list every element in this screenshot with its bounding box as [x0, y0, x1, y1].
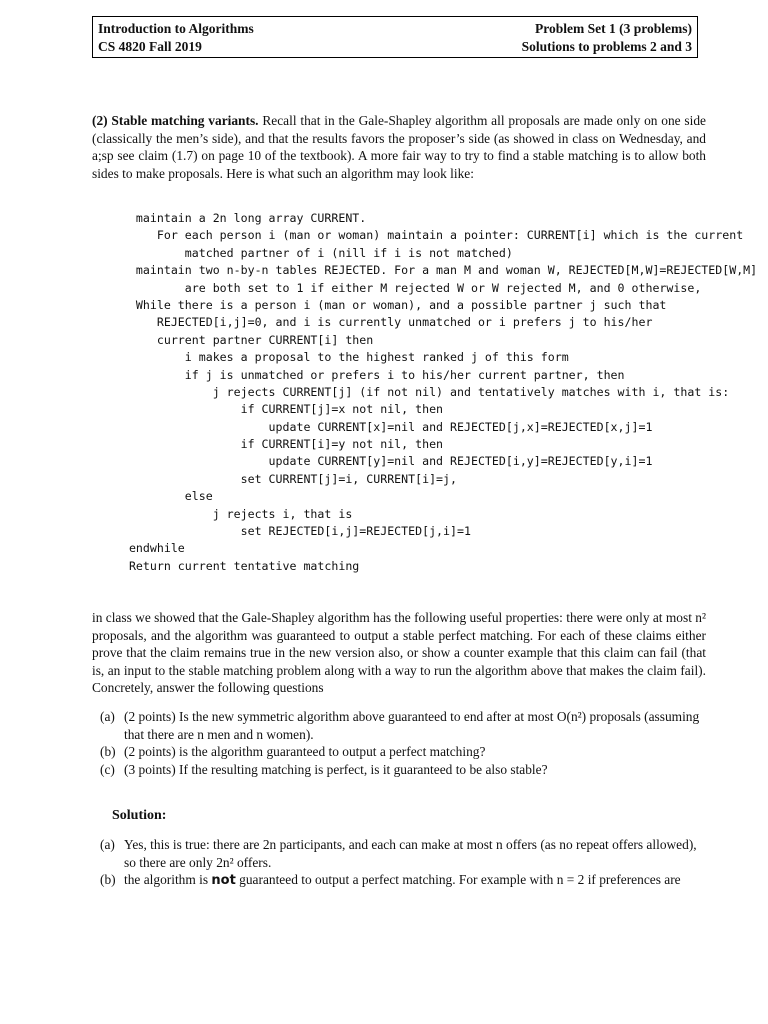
question-item [92, 743, 706, 761]
code-line: if CURRENT[i]=y not nil, then [108, 437, 444, 452]
question-text: (3 points) If the resulting matching is perfect, is it guaranteed to be also stable? [124, 761, 548, 777]
answer-text-before: the algorithm is [124, 872, 212, 887]
discussion-text: in class we showed that the Gale-Shapley algorithm has the following useful properties: there were only at most n² proposals, and the algorithm was guaranteed to output a stable perfect matching. For each of these claims either prove that the claim remains true in the new version also, or show a counter example that this claim can fail (that is, an input to the stable matching problem along with a way to run the algorithm above that makes the claim fail). Concretely, answer the following questions [92, 610, 706, 695]
question-text: (2 points) Is the new symmetric algorithm above guaranteed to end after at most O(n²) proposals (assuming that there are n men and n women). [124, 709, 700, 742]
header-row-bottom [98, 38, 692, 56]
code-line: if CURRENT[j]=x not nil, then [108, 402, 444, 417]
header-row-top [98, 20, 692, 38]
problem-intro [92, 112, 706, 182]
code-line: if j is unmatched or prefers i to his/her current partner, then [108, 367, 625, 382]
question-text: (2 points) is the algorithm guaranteed to output a perfect matching? [124, 744, 486, 759]
code-line: update CURRENT[x]=nil and REJECTED[j,x]=REJECTED[x,j]=1 [108, 419, 653, 434]
course-code: CS 4820 Fall 2019 [98, 39, 202, 54]
solutions-label: Solutions to problems 2 and 3 [521, 39, 692, 54]
code-line: else [108, 489, 213, 504]
code-line: endwhile [108, 541, 185, 556]
course-title: Introduction to Algorithms [98, 21, 254, 36]
code-line: set CURRENT[j]=i, CURRENT[i]=j, [108, 471, 458, 486]
questions-list [92, 708, 706, 778]
answer-label: (b) [100, 872, 116, 887]
answer-item-a [92, 836, 706, 871]
code-line: are both set to 1 if either M rejected W or W rejected M, and 0 otherwise, [108, 280, 702, 295]
problem-intro-text: Recall that in the Gale-Shapley algorithm all proposals are made only on one side (classically the men’s side), and that the results favors the proposer’s side (as showed in class on Wednesday, and a;sp see claim (1.7) on page 10 of the textbook). A more fair way to try to find a stable matching is to allow both sides to make proposals. Here is what such an algorithm may look like: [92, 113, 706, 181]
problem-heading: (2) Stable matching variants. [92, 113, 259, 128]
solution-answers [92, 836, 706, 890]
question-label: (c) [100, 761, 115, 777]
code-line: current partner CURRENT[i] then [108, 332, 374, 347]
code-line: For each person i (man or woman) maintain a pointer: CURRENT[i] which is the current [108, 228, 744, 243]
question-label: (a) [100, 709, 115, 724]
code-line: maintain two n-by-n tables REJECTED. For a man M and woman W, REJECTED[M,W]=REJECTED[W,M] [108, 263, 758, 278]
question-item [92, 761, 706, 779]
discussion [92, 609, 706, 697]
code-line: j rejects CURRENT[j] (if not nil) and tentatively matches with i, that is: [108, 384, 730, 399]
code-line: j rejects i, that is [108, 506, 353, 521]
code-line: matched partner of i (nill if i is not matched) [108, 245, 513, 260]
question-item [92, 708, 706, 743]
algorithm-code-block [108, 210, 768, 575]
answer-emphasis: not [211, 873, 236, 888]
code-line: Return current tentative matching [108, 558, 360, 573]
code-line: maintain a 2n long array CURRENT. [108, 211, 367, 225]
header-box [92, 16, 698, 58]
code-line: i makes a proposal to the highest ranked j of this form [108, 350, 569, 365]
answer-text: Yes, this is true: there are 2n participants, and each can make at most n offers (as no repeat offers allowed), so there are only 2n² offers. [124, 837, 697, 870]
code-line: While there is a person i (man or woman), and a possible partner j such that [108, 297, 667, 312]
problem-set-label: Problem Set 1 (3 problems) [535, 21, 692, 36]
solution-heading: Solution: [112, 808, 167, 823]
answer-label: (a) [100, 837, 115, 852]
code-line: update CURRENT[y]=nil and REJECTED[i,y]=REJECTED[y,i]=1 [108, 454, 653, 469]
answer-text-after: guaranteed to output a perfect matching. For example with n = 2 if preferences are [235, 872, 681, 887]
code-line: REJECTED[i,j]=0, and i is currently unmatched or i prefers j to his/her [108, 315, 653, 330]
code-line: set REJECTED[i,j]=REJECTED[j,i]=1 [108, 524, 471, 539]
answer-item-b [92, 871, 706, 890]
question-label: (b) [100, 744, 116, 759]
